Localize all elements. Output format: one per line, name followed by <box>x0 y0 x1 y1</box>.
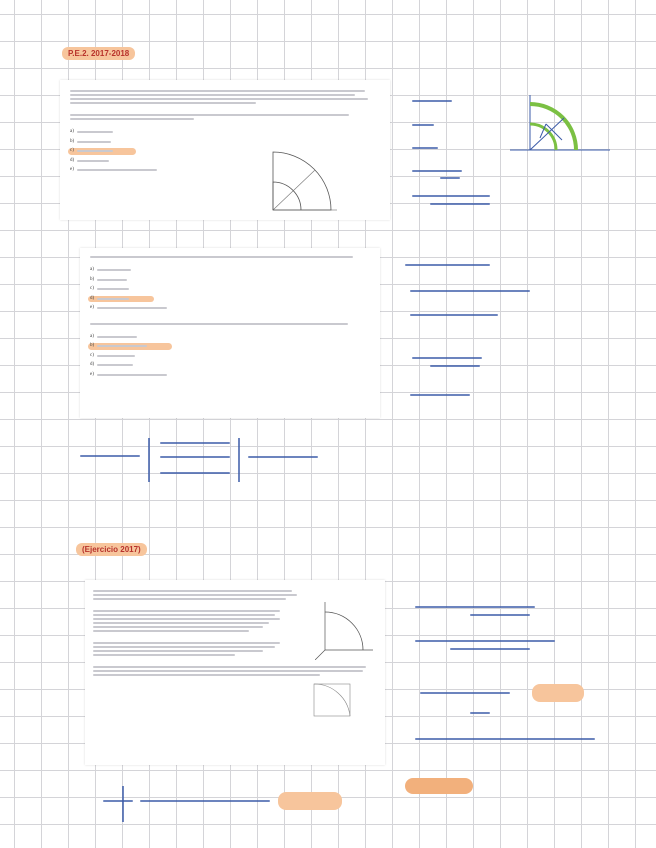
quarter-ring-figure <box>265 148 345 218</box>
grid-dots-figure <box>310 680 355 720</box>
field-vector-diagram <box>500 90 615 165</box>
problem1-questions-card: a) b) c) d) e) a) b) c) d) e) <box>80 248 380 418</box>
section-tag-mid: (Ejercicio 2017) <box>76 543 147 556</box>
problem2-card <box>85 580 385 765</box>
problem1-statement-card: a) b) c) d) e) <box>60 80 390 220</box>
sphere-quarter-figure <box>315 600 375 660</box>
section-tag-top: P.E.2. 2017-2018 <box>62 47 135 60</box>
